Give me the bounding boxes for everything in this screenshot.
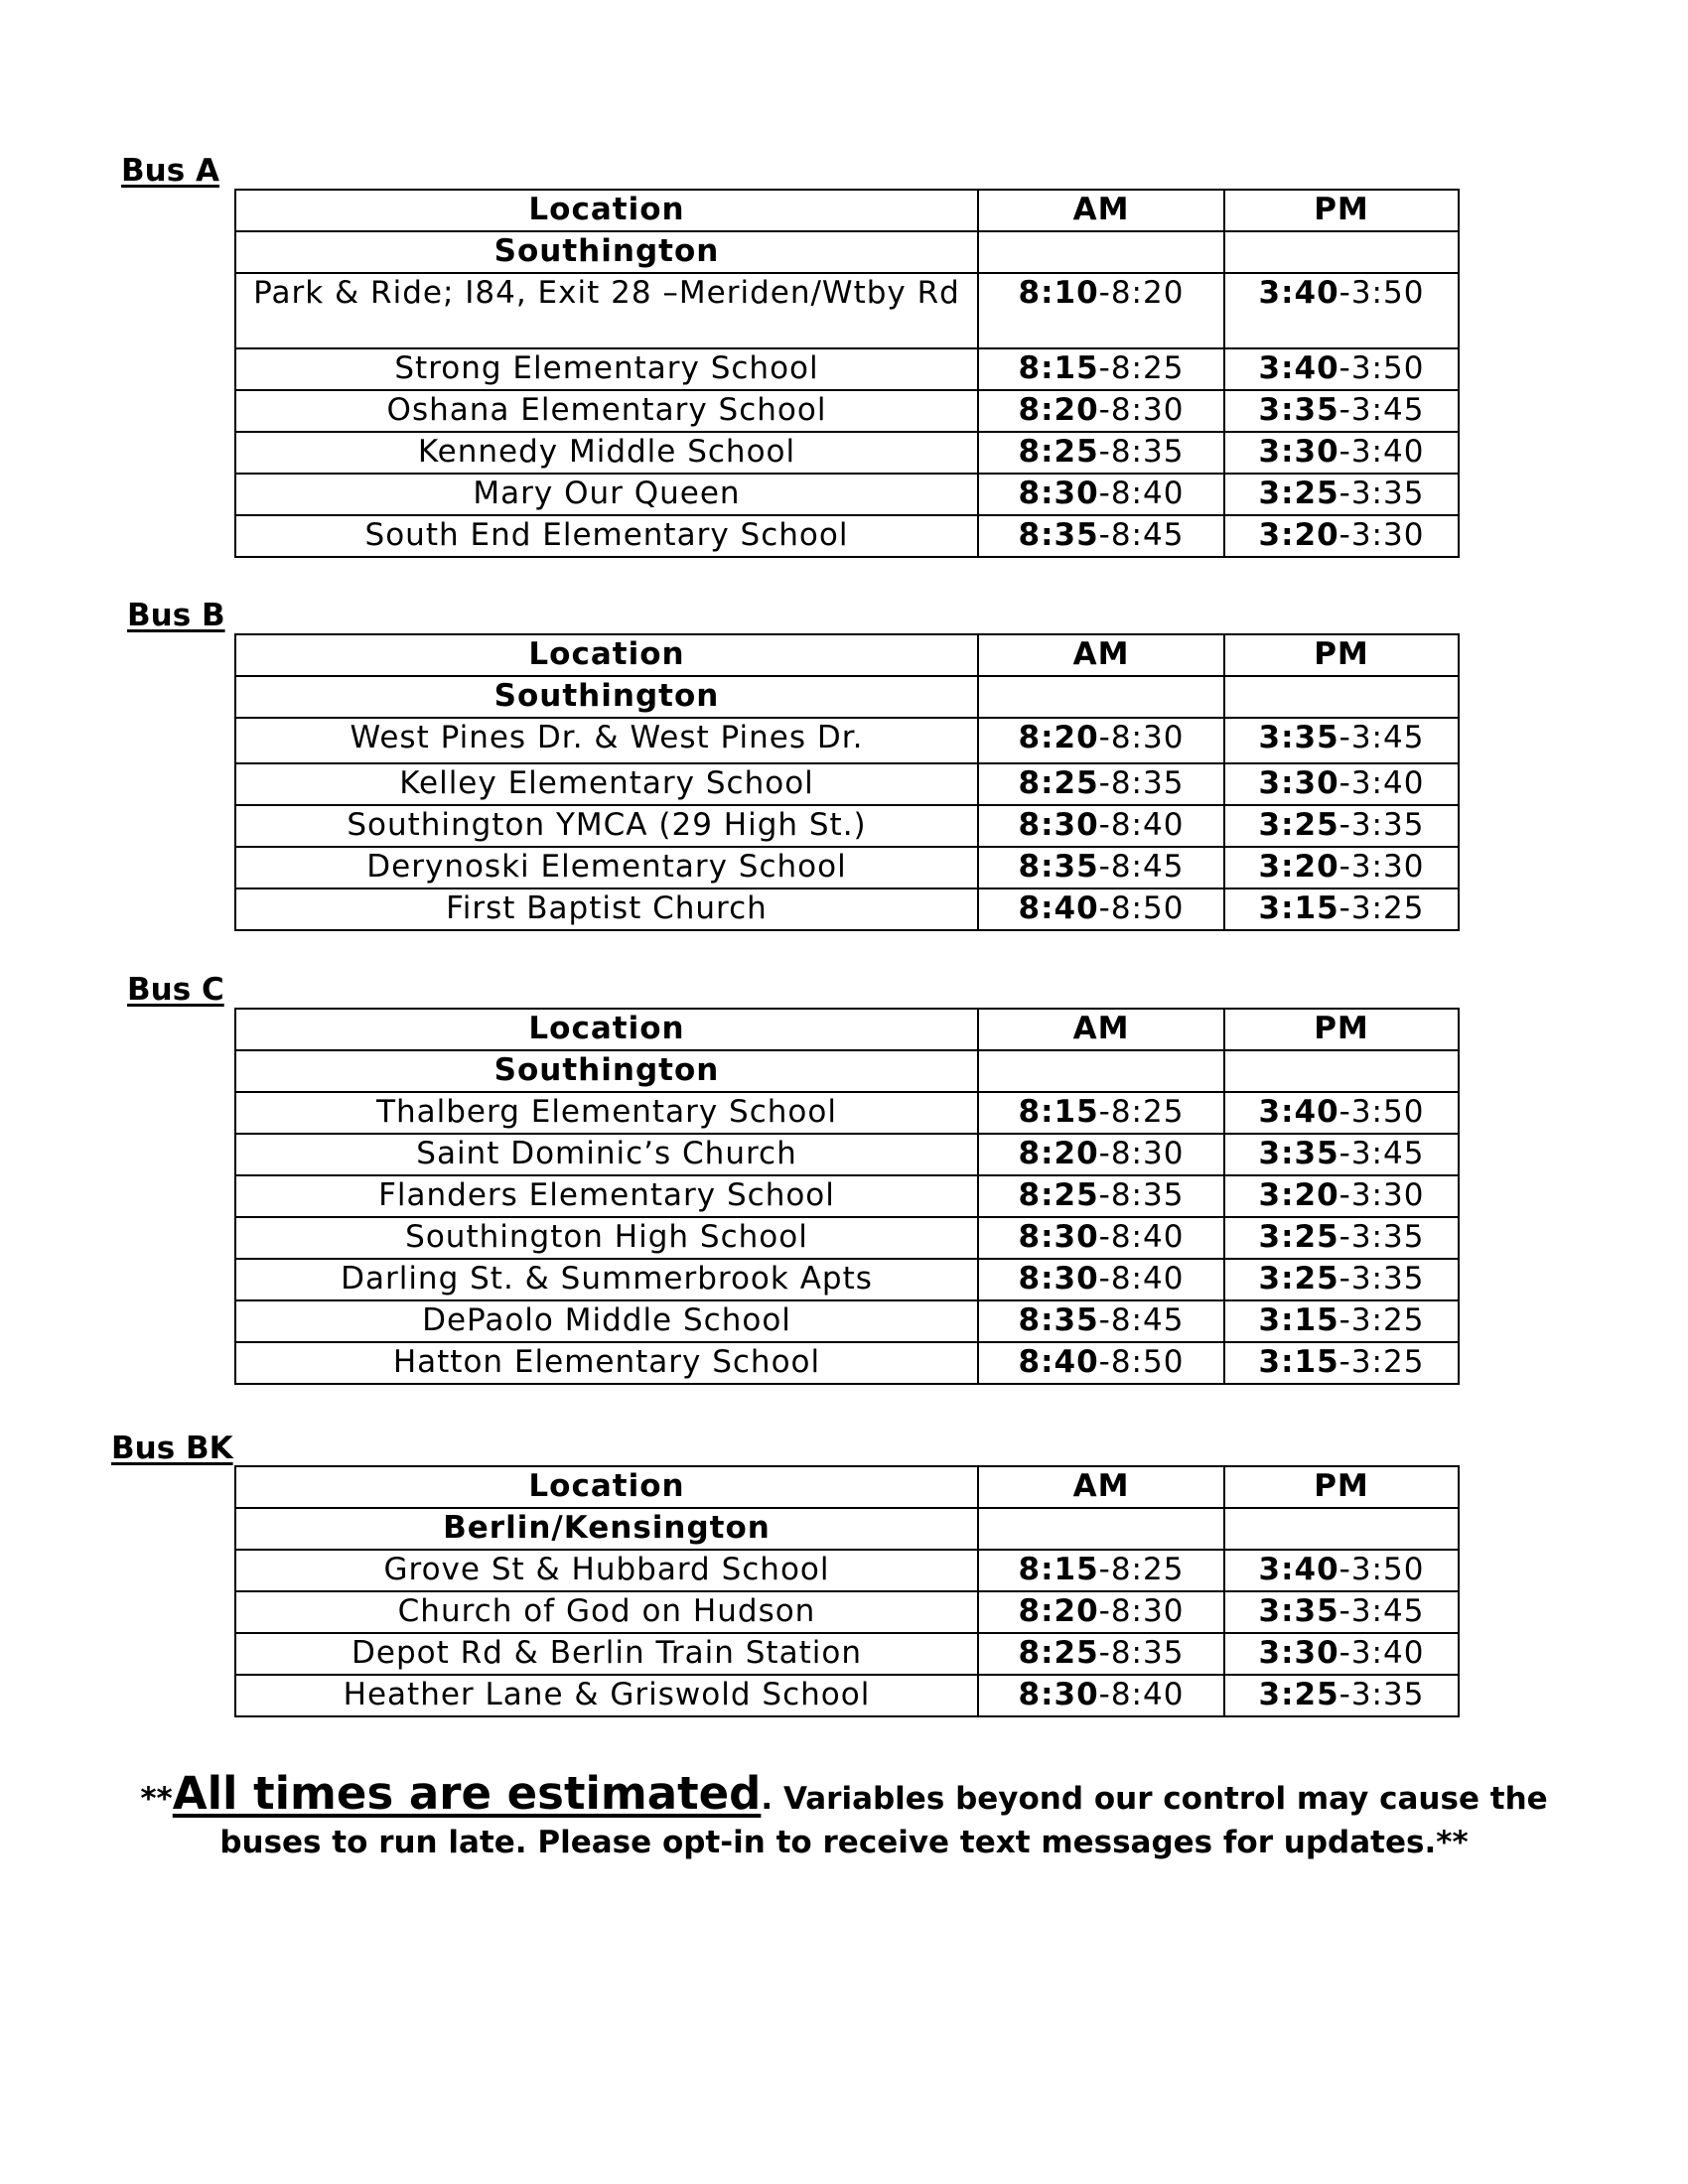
am-time (978, 1550, 1224, 1591)
empty-cell (978, 1508, 1224, 1550)
pm-end: -3:35 (1338, 1677, 1425, 1712)
table-row (235, 515, 1459, 557)
am-end: -8:40 (1098, 807, 1185, 843)
pm-time (1224, 718, 1459, 763)
table-row (235, 1342, 1459, 1384)
am-start: 8:15 (1018, 1552, 1099, 1587)
pm-end: -3:50 (1338, 275, 1425, 311)
column-header-pm: PM (1224, 190, 1459, 231)
stop-location: Thalberg Elementary School (235, 1092, 978, 1134)
am-start: 8:35 (1018, 1302, 1099, 1338)
am-time (978, 432, 1224, 474)
am-start: 8:25 (1018, 434, 1099, 470)
column-header-am: AM (978, 1466, 1224, 1508)
table-row (235, 348, 1459, 390)
region-name: Southington (235, 231, 978, 273)
pm-start: 3:15 (1258, 1302, 1339, 1338)
pm-time (1224, 1134, 1459, 1175)
table-row (235, 432, 1459, 474)
pm-end: -3:45 (1338, 1593, 1425, 1629)
am-start: 8:25 (1018, 1635, 1099, 1671)
am-end: -8:50 (1098, 1344, 1185, 1380)
pm-end: -3:40 (1338, 434, 1425, 470)
stop-location: First Baptist Church (235, 888, 978, 930)
pm-end: -3:25 (1338, 1302, 1425, 1338)
stop-location: Depot Rd & Berlin Train Station (235, 1633, 978, 1675)
am-time (978, 273, 1224, 348)
pm-end: -3:30 (1338, 1177, 1425, 1213)
pm-start: 3:25 (1258, 1261, 1339, 1297)
am-time (978, 763, 1224, 805)
am-start: 8:15 (1018, 350, 1099, 386)
stop-location: Kennedy Middle School (235, 432, 978, 474)
table-row (235, 1092, 1459, 1134)
region-name: Berlin/Kensington (235, 1508, 978, 1550)
estimate-disclaimer (0, 1767, 1688, 1864)
column-header-location: Location (235, 1009, 978, 1050)
table-row (235, 888, 1459, 930)
am-end: -8:35 (1098, 765, 1185, 801)
am-start: 8:40 (1018, 1344, 1099, 1380)
table-row (235, 273, 1459, 348)
am-time (978, 1175, 1224, 1217)
stop-location: South End Elementary School (235, 515, 978, 557)
pm-start: 3:35 (1258, 392, 1339, 428)
am-end: -8:45 (1098, 1302, 1185, 1338)
am-time (978, 1633, 1224, 1675)
table-row (235, 763, 1459, 805)
pm-time (1224, 1675, 1459, 1716)
empty-cell (1224, 676, 1459, 718)
pm-start: 3:30 (1258, 765, 1339, 801)
stop-location: Southington YMCA (29 High St.) (235, 805, 978, 847)
stop-location: Derynoski Elementary School (235, 847, 978, 888)
pm-end: -3:35 (1338, 1219, 1425, 1255)
column-header-am: AM (978, 190, 1224, 231)
column-header-am: AM (978, 1009, 1224, 1050)
column-header-location: Location (235, 634, 978, 676)
table-header-row (235, 634, 1459, 676)
table-row (235, 1633, 1459, 1675)
am-start: 8:20 (1018, 1136, 1099, 1171)
region-row (235, 231, 1459, 273)
disclaimer-prefix: ** (140, 1781, 173, 1817)
disclaimer-emphasis: All times are estimated (172, 1767, 762, 1820)
table-row (235, 718, 1459, 763)
am-end: -8:20 (1098, 275, 1185, 311)
pm-start: 3:30 (1258, 434, 1339, 470)
am-time (978, 348, 1224, 390)
am-start: 8:20 (1018, 720, 1099, 755)
am-time (978, 805, 1224, 847)
region-name: Southington (235, 676, 978, 718)
stop-location: Church of God on Hudson (235, 1591, 978, 1633)
am-end: -8:40 (1098, 1261, 1185, 1297)
am-end: -8:30 (1098, 720, 1185, 755)
bus-c-table (234, 1008, 1460, 1385)
table-row (235, 474, 1459, 515)
am-end: -8:25 (1098, 1094, 1185, 1130)
pm-start: 3:15 (1258, 890, 1339, 926)
stop-location: Grove St & Hubbard School (235, 1550, 978, 1591)
stop-location: West Pines Dr. & West Pines Dr. (235, 718, 978, 763)
am-start: 8:35 (1018, 517, 1099, 553)
am-start: 8:40 (1018, 890, 1099, 926)
pm-start: 3:40 (1258, 1094, 1339, 1130)
pm-end: -3:45 (1338, 720, 1425, 755)
table-row (235, 390, 1459, 432)
pm-start: 3:35 (1258, 1593, 1339, 1629)
pm-end: -3:25 (1338, 890, 1425, 926)
bus-b-table (234, 633, 1460, 931)
table-header-row (235, 1466, 1459, 1508)
am-end: -8:45 (1098, 849, 1185, 885)
pm-end: -3:35 (1338, 476, 1425, 511)
stop-location: Darling St. & Summerbrook Apts (235, 1259, 978, 1300)
am-start: 8:30 (1018, 807, 1099, 843)
am-start: 8:30 (1018, 1677, 1099, 1712)
stop-location: Mary Our Queen (235, 474, 978, 515)
am-end: -8:40 (1098, 476, 1185, 511)
am-start: 8:30 (1018, 476, 1099, 511)
bus-a-table (234, 189, 1460, 558)
bus-bk-label: Bus BK (111, 1431, 233, 1466)
pm-end: -3:50 (1338, 1094, 1425, 1130)
pm-start: 3:40 (1258, 1552, 1339, 1587)
am-time (978, 1342, 1224, 1384)
empty-cell (978, 231, 1224, 273)
pm-start: 3:35 (1258, 1136, 1339, 1171)
pm-time (1224, 1092, 1459, 1134)
am-end: -8:40 (1098, 1677, 1185, 1712)
pm-end: -3:35 (1338, 1261, 1425, 1297)
am-start: 8:25 (1018, 1177, 1099, 1213)
pm-time (1224, 1633, 1459, 1675)
pm-time (1224, 273, 1459, 348)
pm-start: 3:20 (1258, 1177, 1339, 1213)
pm-start: 3:25 (1258, 1219, 1339, 1255)
pm-end: -3:35 (1338, 807, 1425, 843)
pm-end: -3:50 (1338, 1552, 1425, 1587)
empty-cell (1224, 231, 1459, 273)
pm-end: -3:30 (1338, 849, 1425, 885)
disclaimer-line-1-rest: . Variables beyond our control may cause the (761, 1781, 1548, 1817)
am-time (978, 718, 1224, 763)
pm-start: 3:40 (1258, 350, 1339, 386)
table-row (235, 1591, 1459, 1633)
pm-time (1224, 1591, 1459, 1633)
pm-start: 3:20 (1258, 517, 1339, 553)
am-time (978, 1134, 1224, 1175)
column-header-pm: PM (1224, 1009, 1459, 1050)
pm-time (1224, 1550, 1459, 1591)
table-row (235, 1300, 1459, 1342)
stop-location: Southington High School (235, 1217, 978, 1259)
am-start: 8:35 (1018, 849, 1099, 885)
table-header-row (235, 190, 1459, 231)
pm-time (1224, 1175, 1459, 1217)
pm-time (1224, 390, 1459, 432)
pm-start: 3:30 (1258, 1635, 1339, 1671)
pm-end: -3:45 (1338, 392, 1425, 428)
am-time (978, 390, 1224, 432)
pm-time (1224, 805, 1459, 847)
am-start: 8:20 (1018, 392, 1099, 428)
pm-start: 3:25 (1258, 807, 1339, 843)
pm-time (1224, 432, 1459, 474)
pm-end: -3:25 (1338, 1344, 1425, 1380)
am-time (978, 1300, 1224, 1342)
am-start: 8:20 (1018, 1593, 1099, 1629)
empty-cell (978, 1050, 1224, 1092)
am-time (978, 1591, 1224, 1633)
pm-end: -3:45 (1338, 1136, 1425, 1171)
empty-cell (978, 676, 1224, 718)
empty-cell (1224, 1050, 1459, 1092)
pm-end: -3:40 (1338, 765, 1425, 801)
stop-location: Park & Ride; I84, Exit 28 –Meriden/Wtby Rd (235, 273, 978, 348)
column-header-pm: PM (1224, 634, 1459, 676)
table-row (235, 1175, 1459, 1217)
pm-time (1224, 1259, 1459, 1300)
am-time (978, 474, 1224, 515)
pm-end: -3:50 (1338, 350, 1425, 386)
bus-b-label: Bus B (127, 598, 225, 633)
region-row (235, 1508, 1459, 1550)
pm-time (1224, 1217, 1459, 1259)
pm-time (1224, 515, 1459, 557)
column-header-am: AM (978, 634, 1224, 676)
am-end: -8:35 (1098, 434, 1185, 470)
am-start: 8:15 (1018, 1094, 1099, 1130)
am-end: -8:35 (1098, 1635, 1185, 1671)
disclaimer-line-1 (0, 1767, 1688, 1821)
pm-time (1224, 348, 1459, 390)
stop-location: DePaolo Middle School (235, 1300, 978, 1342)
region-row (235, 1050, 1459, 1092)
stop-location: Hatton Elementary School (235, 1342, 978, 1384)
am-end: -8:40 (1098, 1219, 1185, 1255)
am-end: -8:35 (1098, 1177, 1185, 1213)
am-end: -8:30 (1098, 1593, 1185, 1629)
pm-time (1224, 847, 1459, 888)
stop-location: Heather Lane & Griswold School (235, 1675, 978, 1716)
pm-time (1224, 763, 1459, 805)
stop-location: Oshana Elementary School (235, 390, 978, 432)
am-time (978, 1259, 1224, 1300)
table-header-row (235, 1009, 1459, 1050)
am-end: -8:30 (1098, 392, 1185, 428)
column-header-location: Location (235, 1466, 978, 1508)
table-row (235, 805, 1459, 847)
pm-time (1224, 888, 1459, 930)
table-row (235, 1217, 1459, 1259)
bus-bk-table (234, 1465, 1460, 1717)
table-row (235, 847, 1459, 888)
am-end: -8:25 (1098, 1552, 1185, 1587)
bus-a-label: Bus A (121, 153, 219, 189)
am-end: -8:50 (1098, 890, 1185, 926)
am-end: -8:30 (1098, 1136, 1185, 1171)
am-end: -8:45 (1098, 517, 1185, 553)
stop-location: Strong Elementary School (235, 348, 978, 390)
pm-start: 3:20 (1258, 849, 1339, 885)
am-time (978, 847, 1224, 888)
am-time (978, 515, 1224, 557)
region-row (235, 676, 1459, 718)
table-row (235, 1134, 1459, 1175)
pm-time (1224, 474, 1459, 515)
am-time (978, 1675, 1224, 1716)
pm-start: 3:25 (1258, 1677, 1339, 1712)
stop-location: Saint Dominic’s Church (235, 1134, 978, 1175)
am-start: 8:10 (1018, 275, 1099, 311)
pm-start: 3:15 (1258, 1344, 1339, 1380)
pm-start: 3:25 (1258, 476, 1339, 511)
am-end: -8:25 (1098, 350, 1185, 386)
pm-start: 3:35 (1258, 720, 1339, 755)
region-name: Southington (235, 1050, 978, 1092)
table-row (235, 1550, 1459, 1591)
pm-time (1224, 1342, 1459, 1384)
column-header-pm: PM (1224, 1466, 1459, 1508)
am-start: 8:30 (1018, 1219, 1099, 1255)
column-header-location: Location (235, 190, 978, 231)
table-row (235, 1259, 1459, 1300)
stop-location: Kelley Elementary School (235, 763, 978, 805)
am-start: 8:25 (1018, 765, 1099, 801)
am-time (978, 1217, 1224, 1259)
pm-end: -3:40 (1338, 1635, 1425, 1671)
disclaimer-line-2: buses to run late. Please opt-in to receive text messages for updates.** (219, 1825, 1469, 1860)
stop-location: Flanders Elementary School (235, 1175, 978, 1217)
am-time (978, 888, 1224, 930)
pm-start: 3:40 (1258, 275, 1339, 311)
am-start: 8:30 (1018, 1261, 1099, 1297)
pm-end: -3:30 (1338, 517, 1425, 553)
table-row (235, 1675, 1459, 1716)
am-time (978, 1092, 1224, 1134)
pm-time (1224, 1300, 1459, 1342)
bus-c-label: Bus C (127, 972, 224, 1008)
empty-cell (1224, 1508, 1459, 1550)
